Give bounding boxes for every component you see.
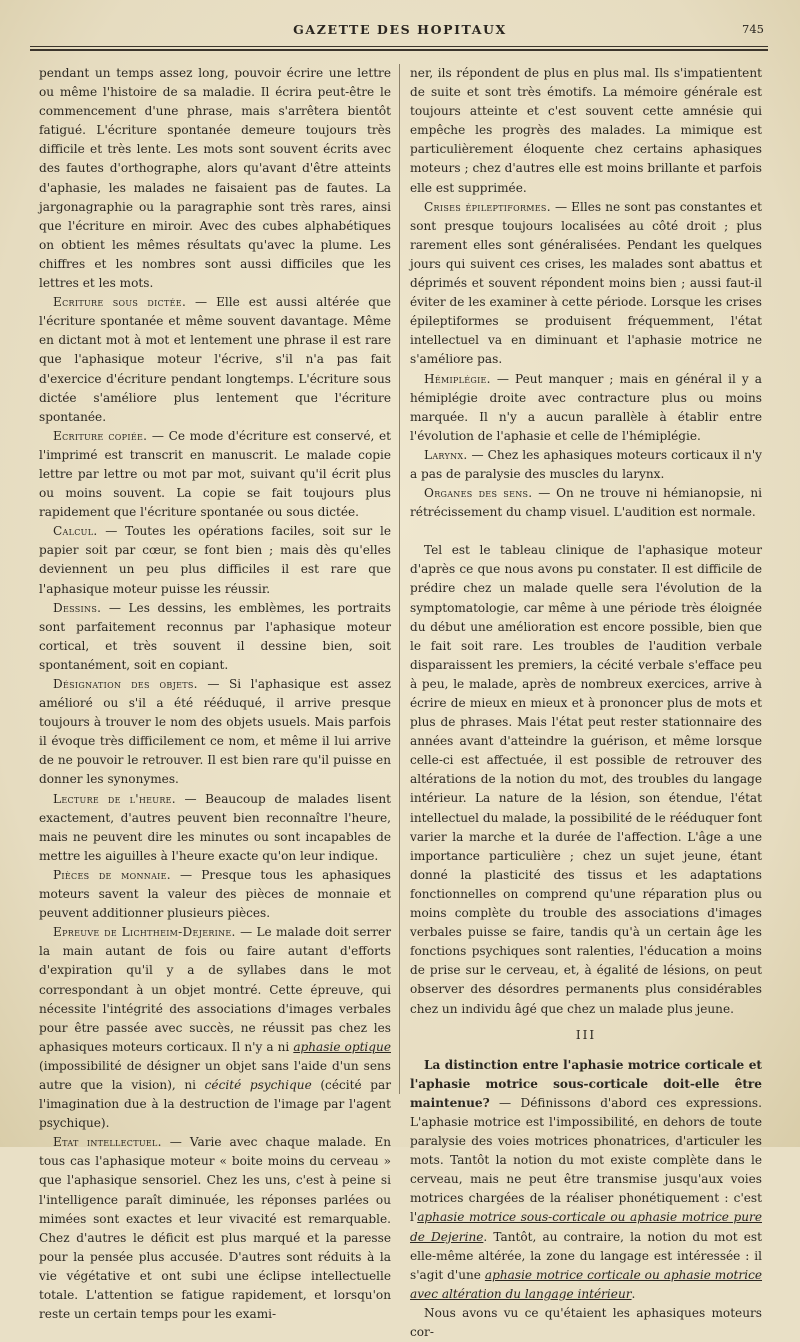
paragraph-text: — Définissons d'abord ces expressions. L'aphasie motrice est l'impossibilité, en dehors de toute paralysie des voies motrices phonatrices, d'articuler les mots. Tantôt la notion du mot existe complète dans le cerveau, mais ne peut être transmise jusqu'aux voies motrices chargées de la réaliser phonétiquement : c'est l' xyxy=(410,1095,762,1225)
section-number: III xyxy=(575,1027,597,1042)
italic-term: aphasie motrice corticale ou aphasie motrice avec altération du langage intérieur xyxy=(410,1267,763,1301)
paragraph-text: — Ce mode d'écriture est conservé, et l'imprimé est transcrit en manuscrit. Le malade copie lettre par lettre ou mot par mot, suivant qu'il écrit plus ou moins souvent. La copie se fait toujours plus rapidement que l'écriture spontanée ou sous dictée. xyxy=(39,428,392,520)
paragraph-text: Tel est le tableau clinique de l'aphasique moteur d'après ce que nous avons pu constater. Il est difficile de prédire chez un malade quelle sera l'évolution de la symptomatologie, car même à une période très éloignée du début une amélioration est encore possible, bien que le fait soit rare. Les troubles de l'audition verbale disparaissent les premiers, la cécité verbale s'efface peu à peu, le malade, après de nombreux exercices, arrive à écrire de mieux en mieux et à prononcer plus de mots et plus de phrases. Mais l'état peut rester stationnaire des années avant d'atteindre la guérison, et même lorsque celle-ci est affectuée, il est possible de retrouver des altérations de la notion du mot, des troubles du langage intérieur. La nature de la lésion, son étendue, l'état intellectuel du malade, la possibilité de le rééduquer font varier la marche et la durée de l'affection. L'âge a une importance particulière ; chez un sujet jeune, étant donné la plasticité des tissus et les adaptations fonctionnelles on comprend qu'une réparation plus ou moins complète du trouble des associations d'images verbales puisse se faire, tandis qu'à un certain âge les fonctions psychiques sont ralenties, l'éducation a moins de prise sur le cerveau, et, à égalité de lésions, on peut observer des désordres permanents plus considérables chez un individu âgé que chez un malade plus jeune. xyxy=(410,543,762,1016)
page-header xyxy=(30,22,770,42)
paragraph xyxy=(39,923,391,1133)
paragraph-text: — Si l'aphasique est assez amélioré ou s'il a été rééduqué, il arrive presque toujours à trouver le nom des objets usuels. Mais parfois il évoque très difficilement ce nom, et même il lui arrive de ne pouvoir le retrouver. Il est bien rare qu'il puisse en donner les synonymes. xyxy=(39,677,391,787)
paragraph xyxy=(410,370,762,446)
paragraph-text: — On ne trouve ni hémianopsie, ni rétrécissement du champ visuel. L'audition est normale. xyxy=(410,486,762,520)
section-heading: Dessins. xyxy=(53,600,102,615)
paragraph xyxy=(39,293,391,427)
left-column xyxy=(39,64,391,1324)
paragraph xyxy=(39,1133,391,1324)
paragraph-text: — Beaucoup de malades lisent exactement, d'autres peuvent bien reconnaître l'heure, mais ne peuvent dire les minutes ou sont incapables de mettre les aiguilles à l'heure exacte qu'on leur indique. xyxy=(39,791,392,863)
paragraph-text: . Tantôt, au contraire, la notion du mot est elle-même altérée, la zone du langage est intéressée : il s'agit d'une xyxy=(410,1229,762,1282)
paragraph-text: — Varie avec chaque malade. En tous cas l'aphasique moteur « boite moins du cerveau » que l'aphasique sensoriel. Chez les uns, c'est à peine si l'intelligence paraît diminuée, les réponses parlées ou mimées sont exactes et leur vivacité est remarquable. Chez d'autres le déficit est plus marqué et la paresse pour la pensée plus accusée. D'autres sont réduits à la vie végétative et ont subi une éclipse intellectuelle totale. L'attention se fatigue rapidement, et lorsqu'on reste un certain temps pour les exami- xyxy=(39,1135,391,1322)
italic-term: aphasie motrice sous-corticale ou aphasie motrice pure de Dejerine xyxy=(410,1210,762,1244)
paragraph xyxy=(410,446,762,484)
section-heading: Calcul. xyxy=(53,524,98,539)
journal-title: GAZETTE DES HOPITAUX xyxy=(293,22,507,37)
paragraph-text: (cécité par l'imagination due à la destruction de l'image par l'agent psychique). xyxy=(39,1077,391,1131)
paragraph-text: pendant un temps assez long, pouvoir écrire une lettre ou même l'histoire de sa maladie. Il écrira peut-être le commencement d'une phrase, mais s'arrêtera bientôt fatigué. L'écriture spontanée demeure toujours très difficile et très lente. Les mots sont souvent écrits avec des fautes d'orthographe, alors qu'avant d'être atteints d'aphasie, les malades ne faisaient pas de fautes. La jargonagraphie ou la paragraphie sont très rares, ainsi que l'écriture en miroir. Avec des cubes alphabétiques on obtient les mêmes résultats qu'avec la plume. Les chiffres et les nombres sont aussi difficiles que les lettres et les mots. xyxy=(39,66,391,291)
paragraph-text: — Chez les aphasiques moteurs corticaux il n'y a pas de paralysie des muscles du larynx. xyxy=(410,447,762,481)
header-rule xyxy=(30,46,768,47)
paragraph xyxy=(39,866,391,923)
paragraph-text: — Elle est aussi altérée que l'écriture spontanée et même souvent davantage. Même en dictant mot à mot et lentement une phrase il est rare que l'aphasique moteur l'écrive, s'il n'a pas fait d'exercice d'écriture pendant longtemps. L'écriture sous dictée s'améliore plus lentement que l'écriture spontanée. xyxy=(39,295,391,424)
right-column xyxy=(410,64,762,1342)
paragraph xyxy=(39,522,391,598)
section-heading: Etat intellectuel. xyxy=(53,1135,162,1150)
section-heading: Ecriture sous dictée. xyxy=(53,295,187,310)
bold-question: La distinction entre l'aphasie motrice corticale et l'aphasie motrice sous-corticale doit-elle être maintenue? xyxy=(410,1057,762,1110)
paragraph xyxy=(410,1056,762,1304)
paragraph xyxy=(39,675,391,790)
paragraph-text: (impossibilité de désigner un objet sans l'aide d'un sens autre que la vision), ni xyxy=(39,1058,391,1092)
paragraph-text: . xyxy=(631,1286,636,1301)
paragraph-text: — Elles ne sont pas constantes et sont presque toujours localisées au côté droit ; plus rarement elles sont généralisées. Pendant les quelques jours qui suivent ces crises, les malades sont abattus et déprimés et souvent répondent moins bien ; aussi faut-il éviter de les examiner à cette période. Lorsque les crises épileptiformes se produisent fréquemment, l'état intellectuel va en diminuant et l'aphasie motrice ne s'améliore pas. xyxy=(410,199,762,367)
paragraph xyxy=(410,64,762,198)
section-heading: Désignation des objets. xyxy=(53,677,198,691)
paragraph xyxy=(39,790,391,866)
paragraph-text: Nous avons vu ce qu'étaient les aphasiques moteurs cor- xyxy=(410,1305,762,1339)
paragraph xyxy=(39,599,391,675)
section-heading: Hémiplégie. xyxy=(424,371,491,386)
paragraph-text: ner, ils répondent de plus en plus mal. Ils s'impatientent de suite et sont très émotifs. La mémoire générale est toujours atteinte et c'est souvent cette amnésie qui empêche les progrès des malades. La mimique est particulièrement éloquente chez certains aphasiques moteurs ; chez d'autres elle est moins brillante et parfois elle est supprimée. xyxy=(410,66,762,195)
paragraph-text: — Presque tous les aphasiques moteurs savent la valeur des pièces de monnaie et peuvent additionner plusieurs pièces. xyxy=(39,867,391,921)
paragraph-text: — Peut manquer ; mais en général il y a hémiplégie droite avec contracture plus ou moins marquée. Il n'y a aucun parallèle à établir entre l'évolution de l'aphasie et celle de l'hémiplégie. xyxy=(410,371,762,443)
paragraph xyxy=(410,198,762,370)
section-heading: Ecriture copiée. xyxy=(53,428,148,443)
italic-term: cécité psychique xyxy=(204,1077,312,1092)
paragraph-text: — Toutes les opérations faciles, soit sur le papier soit par cœur, se font bien ; mais dès qu'elles deviennent un peu plus difficiles il est rare que l'aphasique moteur puisse les réussir. xyxy=(39,524,391,596)
column-divider xyxy=(399,64,400,1094)
paragraph xyxy=(39,427,391,522)
paragraph-text: — Le malade doit serrer la main autant de fois ou faire autant d'efforts d'expiration qu'il y a de syllabes dans le mot correspondant à un objet montré. Cette épreuve, qui nécessite l'intégrité des associations d'images verbales pour être passée avec succès, ne réussit pas chez les aphasiques moteurs corticaux. Il n'y a ni xyxy=(39,925,391,1054)
paragraph xyxy=(39,64,391,293)
paragraph xyxy=(410,1304,762,1342)
section-heading: Crises épileptiformes. xyxy=(424,199,551,214)
paragraph xyxy=(410,541,762,1018)
section-heading: Pièces de monnaie. xyxy=(53,867,171,882)
section-heading: Organes des sens. xyxy=(424,486,533,501)
italic-term: aphasie optique xyxy=(293,1039,391,1054)
page-number: 745 xyxy=(742,22,764,36)
paragraph-text: — Les dessins, les emblèmes, les portraits sont parfaitement reconnus par l'aphasique moteur cortical, et très souvent il dessine bien, soit spontanément, soit en copiant. xyxy=(39,600,391,672)
section-heading: Epreuve de Lichtheim-Dejerine. xyxy=(53,925,236,940)
paragraph xyxy=(410,484,762,522)
section-heading: Larynx. xyxy=(424,447,468,462)
section-heading: Lecture de l'heure. xyxy=(53,791,176,806)
header-rule-thick xyxy=(30,49,768,51)
